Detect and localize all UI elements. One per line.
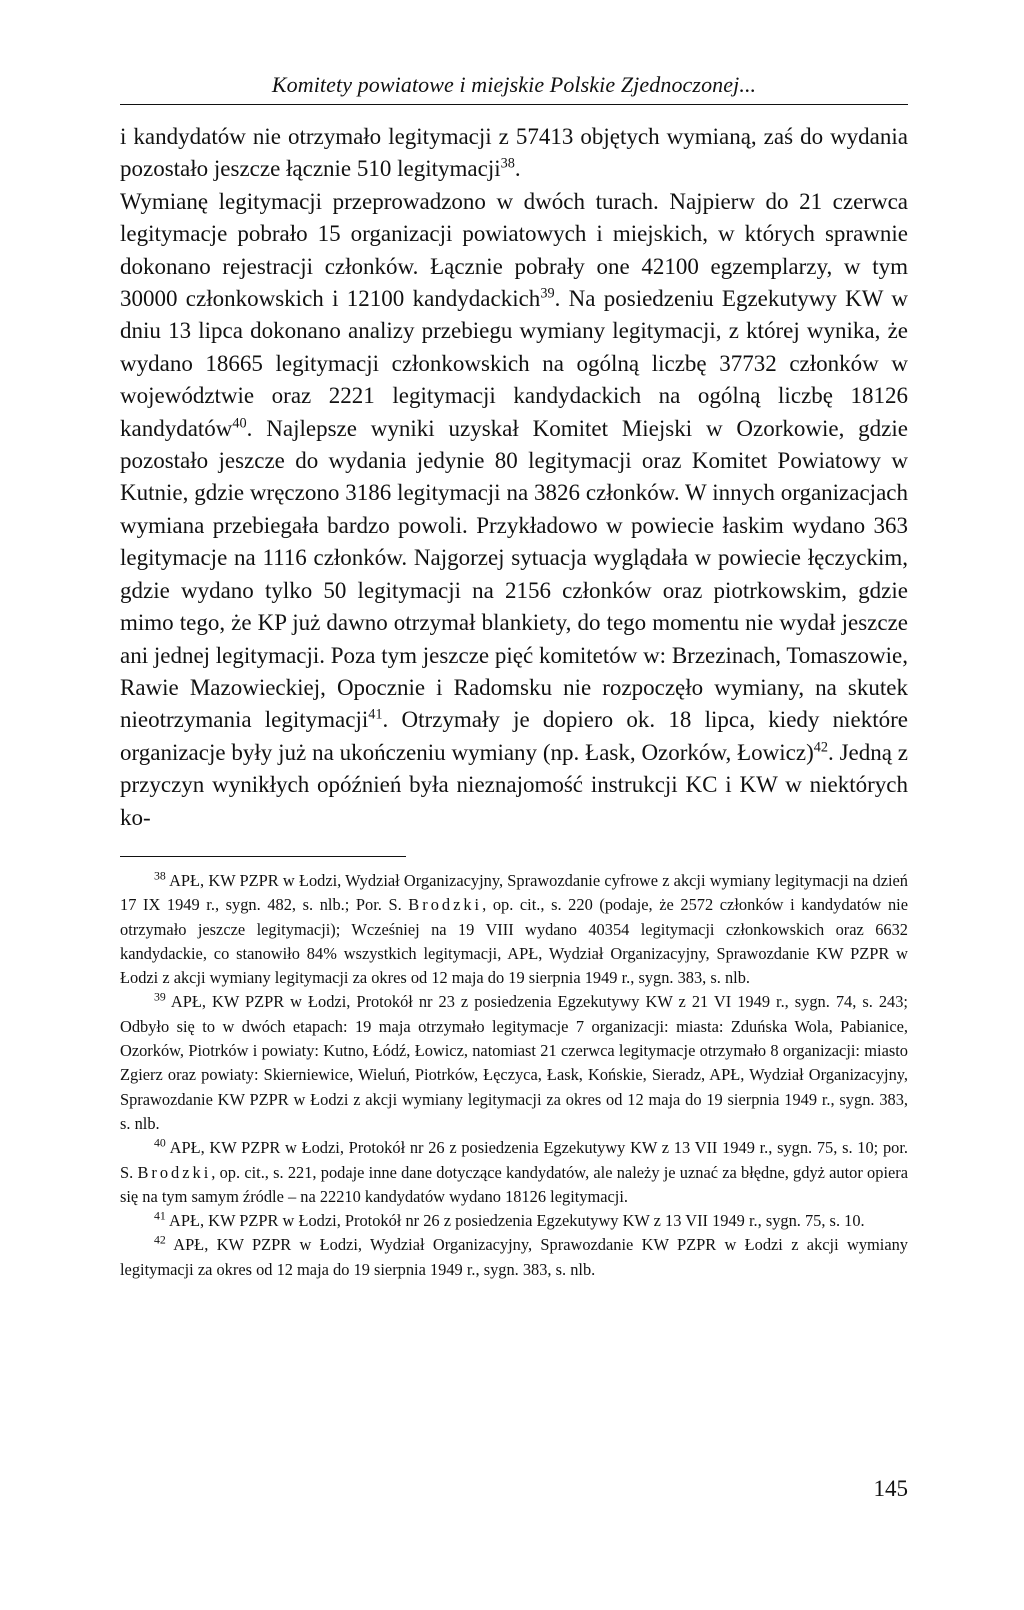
- footnote-text: APŁ, KW PZPR w Łodzi, Protokół nr 23 z posiedzenia Egzekutywy KW z 21 VI 1949 r., sygn. 74, s. 243; Odbyło się to w dwóch etapach: 19 maja otrzymało legitymacje 7 organizacji: miasta: Zduńska Wola, Pabianice, Ozorków, Piotrków i powiaty: Kutno, Łódź, Łowicz, natomiast 21 czerwca legitymacje otrzymało 8 organizacji: miasto Zgierz oraz powiaty: Skierniewice, Wieluń, Piotrków, Łęczyca, Łask, Końskie, Sieradz, APŁ, Wydział Organizacyjny, Sprawozdanie KW PZPR w Łodzi z akcji wymiany legitymacji za okres od 12 maja do 19 sierpnia 1949 r., sygn. 383, s. nlb.: [120, 992, 908, 1133]
- page-number: 145: [873, 1476, 908, 1501]
- paragraph-text: . Najlepsze wyniki uzyskał Komitet Miejski w Ozorkowie, gdzie pozostało jeszcze do wydania jedynie 80 legitymacji oraz Komitet Powiatowy w Kutnie, gdzie wręczono 3186 legitymacji na 3826 członków. W innych organizacjach wymiana przebiegała bardzo powoli. Przykładowo w powiecie łaskim wydano 363 legitymacje na 1116 członków. Najgorzej sytuacja wyglądała w powiecie łęczyckim, gdzie wydano tylko 50 legitymacji na 2156 członków oraz piotrkowskim, gdzie mimo tego, że KP już dawno otrzymał blankiety, do tego momentu nie wydał jeszcze ani jednej legitymacji. Poza tym jeszcze pięć komitetów w: Brzezinach, Tomaszowie, Rawie Mazowieckiej, Opocznie i Radomsku nie rozpoczęło wymiany, na skutek nieotrzymania legitymacji: [120, 415, 908, 733]
- footnote-ref-39: 39: [540, 285, 555, 302]
- footnote-38: [120, 869, 908, 990]
- paragraph-text: . Otrzymały je dopiero ok. 18 lipca, kiedy niektóre organizacje były już na ukończeniu wymiany (np. Łask, Ozorków, Łowicz): [120, 707, 908, 765]
- footnote-author: Brodzki: [137, 1162, 212, 1182]
- footnote-ref-40: 40: [232, 415, 247, 431]
- paragraph-text: . Na posiedzeniu Egzekutywy KW w dniu 13 lipca dokonano analizy przebiegu wymiany legitymacji, z której wynika, że wydano 18665 legitymacji członkowskich na ogólną liczbę 37732 członków w województwie oraz 2221 legitymacji kandydackich na ogólną liczbę 18126 kandydatów: [120, 286, 908, 441]
- footnote-39: [120, 990, 908, 1136]
- header-rule: [120, 104, 908, 105]
- paragraph-text: .: [514, 156, 521, 182]
- footnote-text: APŁ, KW PZPR w Łodzi, Protokół nr 26 z posiedzenia Egzekutywy KW z 13 VII 1949 r., sygn. 75, s. 10.: [169, 1211, 865, 1231]
- footnote-text: , op. cit., s. 221, podaje inne dane dotyczące kandydatów, ale należy je uznać za błędne, gdyż autor opiera się na tym samym źródle – na 22210 kandydatów wydano 18126 legitymacji.: [120, 1162, 909, 1206]
- paragraph-1: [120, 121, 908, 186]
- footnote-ref-42: 42: [813, 739, 828, 756]
- book-page: [120, 72, 909, 1501]
- footnotes: [120, 869, 908, 1282]
- footnote-rule: [120, 856, 406, 857]
- footnote-text: APŁ, KW PZPR w Łodzi, Wydział Organizacyjny, Sprawozdanie KW PZPR w Łodzi z akcji wymiany legitymacji za okres od 12 maja do 19 sierpnia 1949 r., sygn. 383, s. nlb.: [120, 1235, 908, 1279]
- footnote-42: [120, 1233, 908, 1282]
- footnote-ref-38: 38: [500, 155, 515, 172]
- footnote-number: 42: [154, 1232, 166, 1247]
- footnote-author: Brodzki: [408, 895, 483, 915]
- footnote-41: [120, 1209, 908, 1233]
- paragraph-text: Wymianę legitymacji przeprowadzono w dwóch turach. Najpierw do 21 czerwca legitymacje pobrało 15 organizacji powiatowych i miejskich, w których sprawnie dokonano rejestracji członków. Łącznie pobrały one 42100 egzemplarzy, w tym 30000 członkowskich i 12100 kandydackich: [120, 188, 908, 312]
- footnote-number: 38: [154, 868, 166, 883]
- footnote-ref-41: 41: [368, 706, 383, 723]
- running-head: Komitety powiatowe i miejskie Polskie Zjednoczonej...: [271, 72, 757, 97]
- footnote-text: , op. cit., s. 220 (podaje, że 2572 członków i kandydatów nie otrzymało jeszcze legitymacji); Wcześniej na 19 VIII wydano 40354 legitymacji członkowskich oraz 6632 kandydackie, co stanowiło 84% wszystkich legitymacji, APŁ, Wydział Organizacyjny, Sprawozdanie KW PZPR w Łodzi z akcji wymiany legitymacji za okres od 12 maja do 19 sierpnia 1949 r., sygn. 383, s. nlb.: [120, 895, 909, 988]
- footnote-text: APŁ, KW PZPR w Łodzi, Wydział Organizacyjny, Sprawozdanie cyfrowe z akcji wymiany legitymacji na dzień 17 IX 1949 r., sygn. 482, s. nlb.; Por. S.: [120, 870, 908, 915]
- paragraph-text: . Jedną z przyczyn wynikłych opóźnień była nieznajomość instrukcji KC i KW w niektórych ko-: [120, 739, 908, 830]
- footnote-number: 40: [154, 1135, 166, 1150]
- main-text: [120, 121, 908, 834]
- paragraph-text: i kandydatów nie otrzymało legitymacji z 57413 objętych wymianą, zaś do wydania pozostało jeszcze łącznie 510 legitymacji: [120, 124, 908, 182]
- footnote-number: 41: [154, 1208, 166, 1223]
- footnote-text: APŁ, KW PZPR w Łodzi, Protokół nr 26 z posiedzenia Egzekutywy KW z 13 VII 1949 r., sygn. 75, s. 10; por. S.: [120, 1138, 908, 1182]
- paragraph-2: [120, 186, 908, 834]
- footnote-40: [120, 1136, 908, 1209]
- footnote-number: 39: [154, 989, 166, 1004]
